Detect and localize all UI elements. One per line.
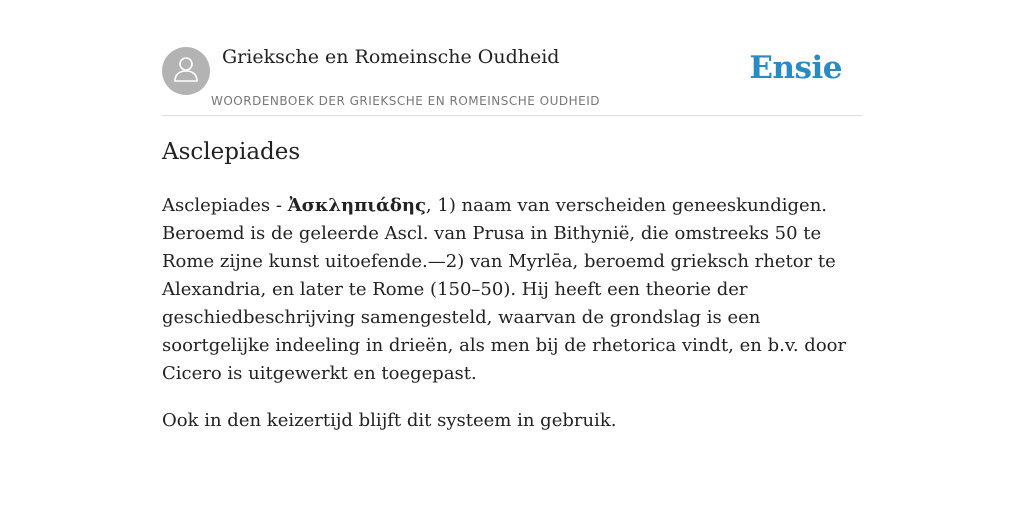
source-title[interactable]: Grieksche en Romeinsche Oudheid	[222, 46, 560, 68]
avatar[interactable]	[162, 47, 210, 95]
entry-title: Asclepiades	[162, 139, 301, 165]
entry-paragraph	[162, 192, 862, 388]
entry-body	[162, 192, 862, 454]
source-subtitle: WOORDENBOEK DER GRIEKSCHE EN ROMEINSCHE OUDHEID	[211, 94, 601, 108]
entry-paragraph: Ook in den keizertijd blijft dit systeem in gebruik.	[162, 410, 617, 431]
source-header	[162, 44, 862, 116]
entry-text: , 1) naam van verscheiden geneeskundigen. Beroemd is de geleerde Ascl. van Prusa in Bithynië, die omstreeks 50 te Rome zijne kunst uitoefende.—2) van Myrlēa, beroemd grieksch rhetor te Alexandria, en later te Rome (150–50). Hij heeft een theorie der geschiedbeschrijving samengesteld, waarvan de grondslag is een soortgelijke indeeling in drieën, als men bij de rhetorica vindt, en b.v. door Cicero is uitgewerkt en toegepast.	[162, 195, 847, 384]
ensie-logo[interactable]: Ensie	[749, 50, 842, 86]
greek-term: Ἀσκληπιάδης	[287, 195, 426, 216]
entry-lead: Asclepiades -	[162, 195, 288, 216]
user-icon	[172, 54, 200, 88]
